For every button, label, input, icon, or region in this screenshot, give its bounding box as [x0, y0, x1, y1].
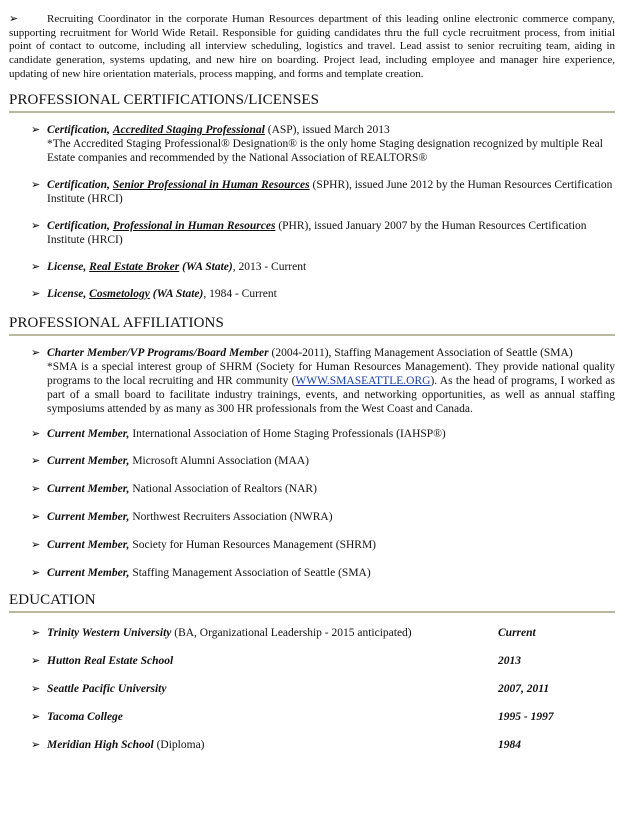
member-label: Current Member,	[47, 483, 130, 495]
license-state: (WA State)	[179, 261, 233, 273]
cert-name: Professional in Human Resources	[112, 220, 276, 232]
affiliation-item	[31, 510, 615, 524]
member-org: Northwest Recruiters Association (NWRA)	[129, 511, 333, 523]
school-name: Meridian High School	[47, 739, 154, 751]
cert-name: Senior Professional in Human Resources	[112, 179, 310, 191]
sma-website-link[interactable]: WWW.SMASEATTLE.ORG	[295, 375, 431, 387]
certifications-heading: PROFESSIONAL CERTIFICATIONS/LICENSES	[9, 91, 615, 113]
member-label: Current Member,	[47, 428, 130, 440]
bullet-arrow-icon: ➢	[9, 12, 19, 25]
license-item	[31, 287, 615, 301]
license-name: Real Estate Broker	[89, 261, 180, 273]
bullet-arrow-icon: ➢	[31, 219, 41, 232]
cert-detail: (SPHR), issued June 2012 by the Human Resources Certification Institute (HRCI)	[47, 179, 613, 205]
school-detail: (BA, Organizational Leadership - 2015 anticipated)	[171, 627, 412, 639]
member-label: Current Member,	[47, 511, 130, 523]
affiliation-item	[31, 482, 615, 496]
bullet-arrow-icon: ➢	[31, 538, 41, 551]
bullet-arrow-icon: ➢	[31, 454, 41, 467]
cert-item	[31, 219, 615, 247]
education-date: 1984	[498, 739, 521, 751]
school-detail: (Diploma)	[153, 739, 205, 751]
affiliation-item	[31, 454, 615, 468]
bullet-arrow-icon: ➢	[31, 738, 41, 751]
license-label: License,	[47, 288, 87, 300]
member-org: Society for Human Resources Management (SHRM)	[129, 539, 376, 551]
education-date: 1995 - 1997	[498, 711, 554, 723]
affiliation-item	[31, 346, 615, 416]
member-label: Current Member,	[47, 455, 130, 467]
cert-name: Accredited Staging Professional	[112, 124, 265, 136]
bullet-arrow-icon: ➢	[31, 510, 41, 523]
cert-detail: (PHR), issued January 2007 by the Human Resources Certification Institute (HRCI)	[47, 220, 587, 246]
education-item	[31, 738, 615, 752]
education-date: Current	[498, 627, 536, 639]
school-name: Tacoma College	[47, 711, 123, 723]
affiliation-item	[31, 427, 615, 441]
member-org: Microsoft Alumni Association (MAA)	[129, 455, 309, 467]
bullet-arrow-icon: ➢	[31, 178, 41, 191]
cert-note: *The Accredited Staging Professional® Designation® is the only home Staging designation recognized by multiple Real Estate companies and recommended by the National Association of REALTORS®	[47, 138, 603, 164]
education-item	[31, 654, 615, 668]
bullet-arrow-icon: ➢	[31, 346, 41, 359]
education-date: 2007, 2011	[498, 683, 550, 695]
affiliation-note: *SMA is a special interest group of SHRM (Society for Human Resources Management). They provide national quality programs to the local recruiting and HR community (	[47, 361, 615, 387]
member-label: Current Member,	[47, 539, 130, 551]
license-name: Cosmetology	[89, 288, 150, 300]
license-label: License,	[47, 261, 87, 273]
bullet-arrow-icon: ➢	[31, 566, 41, 579]
school-name: Trinity Western University	[47, 627, 172, 639]
bullet-arrow-icon: ➢	[31, 123, 41, 136]
school-name: Hutton Real Estate School	[47, 655, 174, 667]
school-name: Seattle Pacific University	[47, 683, 167, 695]
affiliations-heading: PROFESSIONAL AFFILIATIONS	[9, 314, 615, 336]
cert-label: Certification,	[47, 179, 110, 191]
education-item	[31, 710, 615, 724]
license-item	[31, 260, 615, 274]
cert-label: Certification,	[47, 124, 110, 136]
cert-label: Certification,	[47, 220, 110, 232]
bullet-arrow-icon: ➢	[31, 427, 41, 440]
education-item	[31, 626, 615, 640]
bullet-arrow-icon: ➢	[31, 626, 41, 639]
license-state: (WA State)	[149, 288, 204, 300]
affiliation-note-cont: ). As the head of programs, I worked as part of a small board to facilitate industry trainings, events, and networking opportunities, as well as annual staffing symposiums attended by as many as 300 HR professionals from the West Coast and Canada.	[47, 375, 615, 415]
intro-text: Recruiting Coordinator in the corporate Human Resources department of this leading online electronic commerce company, supporting recruitment for World Wide Retail. Responsible for guiding candidates thru the full cycle recruitment process, from initial point of contact to outcome, including all interview scheduling, logistics and travel. Lead assist to senior recruiting team, aiding in candidate generation, systems updating, and new hire on boarding. Project lead, including employee and manager hire experience, updating of new hire orientation materials, process mapping, and forms and template creation.	[9, 13, 615, 80]
member-org: International Association of Home Staging Professionals (IAHSP®)	[129, 428, 446, 440]
intro-paragraph	[9, 12, 615, 82]
cert-item	[31, 123, 615, 165]
affiliation-role: Charter Member/VP Programs/Board Member	[47, 347, 269, 359]
bullet-arrow-icon: ➢	[31, 710, 41, 723]
bullet-arrow-icon: ➢	[31, 287, 41, 300]
bullet-arrow-icon: ➢	[31, 682, 41, 695]
member-org: National Association of Realtors (NAR)	[129, 483, 317, 495]
bullet-arrow-icon: ➢	[31, 482, 41, 495]
license-detail: , 1984 - Current	[203, 288, 277, 300]
license-detail: , 2013 - Current	[232, 261, 307, 273]
education-item	[31, 682, 615, 696]
affiliation-detail: (2004-2011), Staffing Management Association of Seattle (SMA)	[268, 347, 573, 359]
affiliation-item	[31, 566, 615, 580]
bullet-arrow-icon: ➢	[31, 260, 41, 273]
affiliation-item	[31, 538, 615, 552]
education-date: 2013	[498, 655, 521, 667]
education-heading: EDUCATION	[9, 591, 615, 613]
cert-detail: (ASP), issued March 2013	[264, 124, 390, 136]
bullet-arrow-icon: ➢	[31, 654, 41, 667]
member-org: Staffing Management Association of Seattle (SMA)	[129, 567, 371, 579]
cert-item	[31, 178, 615, 206]
member-label: Current Member,	[47, 567, 130, 579]
